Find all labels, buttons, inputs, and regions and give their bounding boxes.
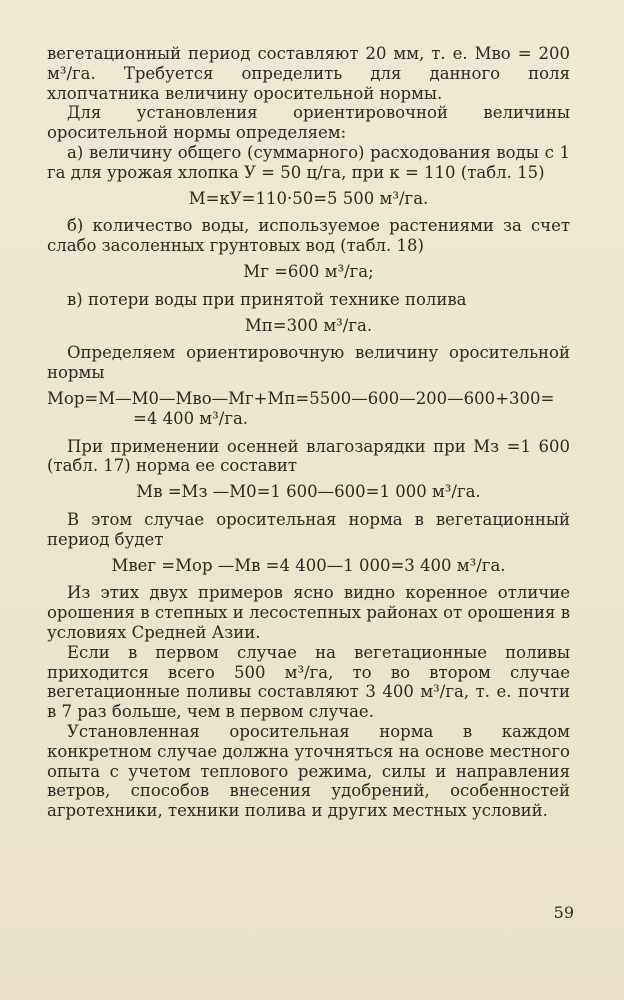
paragraph: При применении осенней влагозарядки при Mз =1 600 (табл. 17) норма ее составит (47, 436, 570, 476)
formula-vegetation-norm: Mвег =Mор —Mв =4 400—1 000=3 400 м³/га. (111, 555, 506, 575)
list-item-c: в) потери воды при принятой технике полива (67, 289, 467, 309)
page-number: 59 (553, 903, 574, 922)
paragraph: Определяем ориентировочную величину оросительной нормы (47, 343, 570, 383)
formula-line-continued: =4 400 м³/га. (133, 408, 249, 428)
paragraph: Для установления ориентировочной величины оросительной нормы определяем: (47, 103, 570, 143)
formula-total-water: M=кУ=110·50=5 500 м³/га. (188, 188, 429, 208)
paragraph: В этом случае оросительная норма в вегетационный период будет (47, 509, 570, 549)
paragraph: вегетационный период составляют 20 мм, т. е. Mво = 200 м³/га. Требуется определить для данного поля хлопчатника величину оросительной нормы. (47, 44, 570, 103)
list-item-b: б) количество воды, используемое растениями за счет слабо засоленных грунтовых вод (табл. 18) (47, 216, 570, 256)
formula-groundwater: Mг =600 м³/га; (243, 261, 374, 281)
paragraph: Если в первом случае на вегетационные поливы приходится всего 500 м³/га, то во втором случае вегетационные поливы составляют 3 400 м³/га, т. е. почти в 7 раз больше, чем в первом случае. (47, 642, 570, 722)
formula-line: Mор=M—M0—Mво—Mг+Mп=5500—600—200—600+300= (47, 388, 555, 408)
paragraph: Установленная оросительная норма в каждом конкретном случае должна уточняться на основе местного опыта с учетом теплового режима, силы и направления ветров, способов внесения удобрений, особенностей агротехники, техники полива и других местных условий. (47, 721, 570, 821)
formula-irrigation-norm (47, 389, 570, 429)
formula-autumn-recharge: Mв =Mз —M0=1 600—600=1 000 м³/га. (136, 482, 481, 502)
list-item-a: а) величину общего (суммарного) расходования воды с 1 га для урожая хлопка У = 50 ц/га, при к = 110 (табл. 15) (47, 142, 570, 182)
paragraph: Из этих двух примеров ясно видно коренное отличие орошения в степных и лесостепных районах от орошения в условиях Средней Азии. (47, 583, 570, 642)
page-text (47, 44, 570, 821)
formula-losses: Mп=300 м³/га. (244, 315, 373, 335)
